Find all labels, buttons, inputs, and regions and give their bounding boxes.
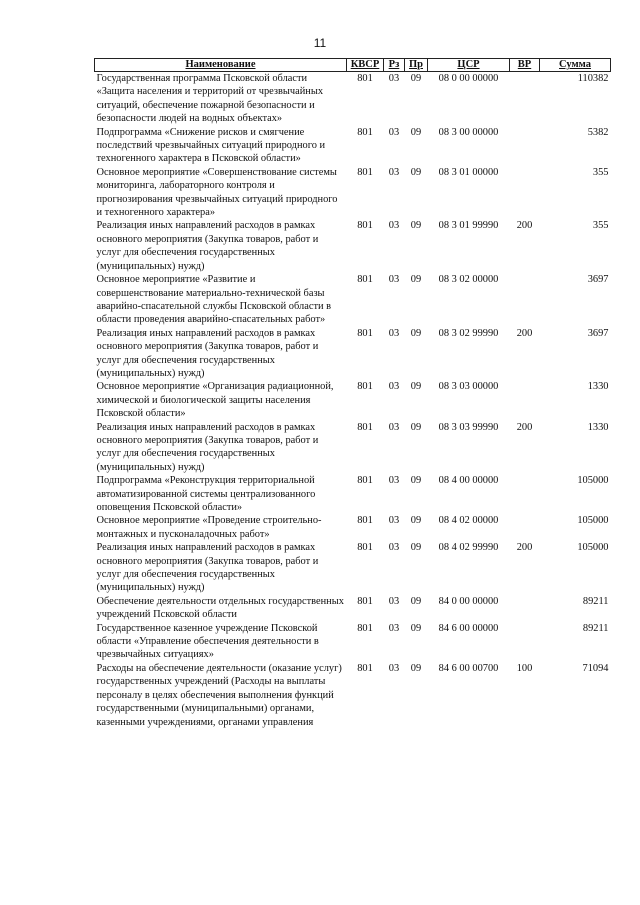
row-name: Обеспечение деятельности отдельных государственных учреждений Псковской области — [96, 595, 344, 621]
row-name: Основное мероприятие «Проведение строительно-монтажных и пусконаладочных работ» — [96, 515, 322, 540]
row-sum: 355 — [592, 220, 609, 232]
row-name: Расходы на обеспечение деятельности (оказание услуг) государственных учреждений (Расходы на выплаты персоналу в целях обеспечения выполнения функций государственными (муниципальными) органами, казенными учреждениями, органами управления — [96, 662, 342, 728]
row-csr: 08 3 01 99990 — [438, 220, 499, 232]
row-sum: 89211 — [582, 622, 609, 634]
row-kvsr: 801 — [357, 327, 373, 339]
row-kvsr: 801 — [357, 475, 373, 487]
table-row — [95, 541, 611, 595]
table-row — [95, 474, 611, 514]
row-rz: 03 — [388, 73, 400, 84]
row-sum: 89211 — [582, 595, 609, 607]
table-row — [95, 219, 611, 273]
row-kvsr: 801 — [357, 381, 373, 393]
table-row — [95, 273, 611, 327]
row-kvsr: 801 — [357, 126, 373, 138]
row-pr: 09 — [410, 166, 422, 178]
row-kvsr: 801 — [357, 274, 373, 286]
row-pr: 09 — [410, 622, 422, 634]
table-row — [95, 595, 611, 622]
row-rz: 03 — [388, 126, 400, 138]
row-vr — [510, 166, 540, 220]
row-pr: 09 — [410, 475, 422, 487]
row-sum: 105000 — [577, 542, 609, 554]
row-name: Основное мероприятие «Развитие и совершенствование материально-технической базы аварийно-спасательной службы Псковской области в области проведения аварийно-спасательных работ» — [96, 274, 332, 326]
row-rz: 03 — [388, 381, 400, 393]
table-row — [95, 380, 611, 420]
row-name: Подпрограмма «Реконструкция территориальной автоматизированной системы централизованного оповещения Псковской области» — [96, 475, 316, 513]
table-row — [95, 327, 611, 381]
row-sum: 105000 — [577, 475, 609, 487]
table-row — [95, 166, 611, 220]
row-rz: 03 — [388, 475, 400, 487]
table-header-row — [95, 59, 611, 72]
row-csr: 08 3 01 00000 — [438, 166, 499, 178]
row-csr: 08 4 02 00000 — [438, 515, 499, 527]
row-sum: 1330 — [587, 421, 609, 433]
column-header-pr: Пр — [405, 59, 428, 72]
table-row — [95, 514, 611, 541]
row-pr: 09 — [410, 381, 422, 393]
row-rz: 03 — [388, 662, 400, 674]
column-header-vr: ВР — [510, 59, 540, 72]
row-pr: 09 — [410, 126, 422, 138]
row-vr: 200 — [516, 542, 533, 554]
row-kvsr: 801 — [357, 166, 373, 178]
row-rz: 03 — [388, 220, 400, 232]
row-sum: 110382 — [577, 73, 609, 84]
row-sum: 355 — [592, 166, 609, 178]
row-rz: 03 — [388, 421, 400, 433]
row-csr: 08 3 02 00000 — [438, 274, 499, 286]
column-header-sum: Сумма — [540, 59, 611, 72]
row-name: Реализация иных направлений расходов в рамках основного мероприятия (Закупка товаров, работ и услуг для обеспечения государственных (муниципальных) нужд) — [96, 327, 319, 379]
page-number: 11 — [313, 36, 327, 50]
row-name: Реализация иных направлений расходов в рамках основного мероприятия (Закупка товаров, работ и услуг для обеспечения государственных (муниципальных) нужд) — [96, 421, 319, 473]
row-csr: 08 3 02 99990 — [438, 327, 499, 339]
row-pr: 09 — [410, 662, 422, 674]
row-pr: 09 — [410, 220, 422, 232]
row-rz: 03 — [388, 542, 400, 554]
row-sum: 1330 — [587, 381, 609, 393]
row-csr: 08 3 00 00000 — [438, 126, 499, 138]
row-kvsr: 801 — [357, 595, 373, 607]
row-pr: 09 — [410, 515, 422, 527]
row-kvsr: 801 — [357, 515, 373, 527]
row-csr: 08 4 02 99990 — [438, 542, 499, 554]
row-kvsr: 801 — [357, 220, 373, 232]
row-name: Реализация иных направлений расходов в рамках основного мероприятия (Закупка товаров, работ и услуг для обеспечения государственных (муниципальных) нужд) — [96, 220, 319, 272]
row-vr — [510, 622, 540, 662]
row-name: Подпрограмма «Снижение рисков и смягчение последствий чрезвычайных ситуаций природного и техногенного характера в Псковской области» — [96, 126, 326, 165]
row-rz: 03 — [388, 595, 400, 607]
row-kvsr: 801 — [357, 73, 373, 84]
table-row — [95, 72, 611, 126]
row-rz: 03 — [388, 166, 400, 178]
row-vr — [510, 595, 540, 622]
row-kvsr: 801 — [357, 421, 373, 433]
row-vr: 200 — [516, 327, 533, 339]
row-csr: 08 3 03 99990 — [438, 421, 499, 433]
row-csr: 08 0 00 00000 — [438, 73, 499, 84]
row-pr: 09 — [410, 595, 422, 607]
row-vr — [510, 474, 540, 514]
column-header-csr: ЦСР — [428, 59, 510, 72]
row-csr: 84 0 00 00000 — [438, 595, 499, 607]
table-row — [95, 622, 611, 662]
column-header-kvsr: КВСР — [347, 59, 384, 72]
row-kvsr: 801 — [357, 542, 373, 554]
row-vr — [510, 273, 540, 327]
row-vr — [510, 72, 540, 126]
table-row — [95, 421, 611, 475]
row-vr — [510, 380, 540, 420]
row-sum: 3697 — [587, 327, 609, 339]
row-pr: 09 — [410, 421, 422, 433]
column-header-name: Наименование — [95, 59, 347, 72]
row-name: Государственная программа Псковской области «Защита населения и территорий от чрезвычайных ситуаций, обеспечение пожарной безопасности и безопасности людей на водных объектах» — [96, 73, 324, 125]
row-csr: 84 6 00 00700 — [438, 662, 499, 674]
row-sum: 105000 — [577, 515, 609, 527]
row-name: Государственное казенное учреждение Псковской области «Управление обеспечения деятельности в чрезвычайных ситуациях» — [96, 622, 319, 661]
row-name: Реализация иных направлений расходов в рамках основного мероприятия (Закупка товаров, работ и услуг для обеспечения государственных (муниципальных) нужд) — [96, 542, 319, 594]
row-name: Основное мероприятие «Совершенствование системы мониторинга, лабораторного контроля и прогнозирования чрезвычайных ситуаций природного и техногенного характера» — [96, 166, 338, 219]
row-vr — [510, 514, 540, 541]
row-pr: 09 — [410, 327, 422, 339]
row-vr: 200 — [516, 421, 533, 433]
row-name: Основное мероприятие «Организация радиационной, химической и биологической защиты населения Псковской области» — [96, 381, 334, 420]
row-pr: 09 — [410, 542, 422, 554]
table-row — [95, 662, 611, 729]
row-sum: 71094 — [582, 662, 609, 674]
row-csr: 84 6 00 00000 — [438, 622, 499, 634]
row-kvsr: 801 — [357, 622, 373, 634]
row-csr: 08 3 03 00000 — [438, 381, 499, 393]
row-sum: 3697 — [587, 274, 609, 286]
row-vr: 200 — [516, 220, 533, 232]
row-rz: 03 — [388, 274, 400, 286]
row-rz: 03 — [388, 327, 400, 339]
table-row — [95, 126, 611, 166]
budget-table — [94, 58, 611, 729]
column-header-rz: Рз — [384, 59, 405, 72]
row-csr: 08 4 00 00000 — [438, 475, 499, 487]
row-vr: 100 — [516, 662, 533, 674]
row-kvsr: 801 — [357, 662, 373, 674]
row-sum: 5382 — [587, 126, 609, 138]
row-vr — [510, 126, 540, 166]
row-pr: 09 — [410, 274, 422, 286]
row-rz: 03 — [388, 622, 400, 634]
row-rz: 03 — [388, 515, 400, 527]
row-pr: 09 — [410, 73, 422, 84]
